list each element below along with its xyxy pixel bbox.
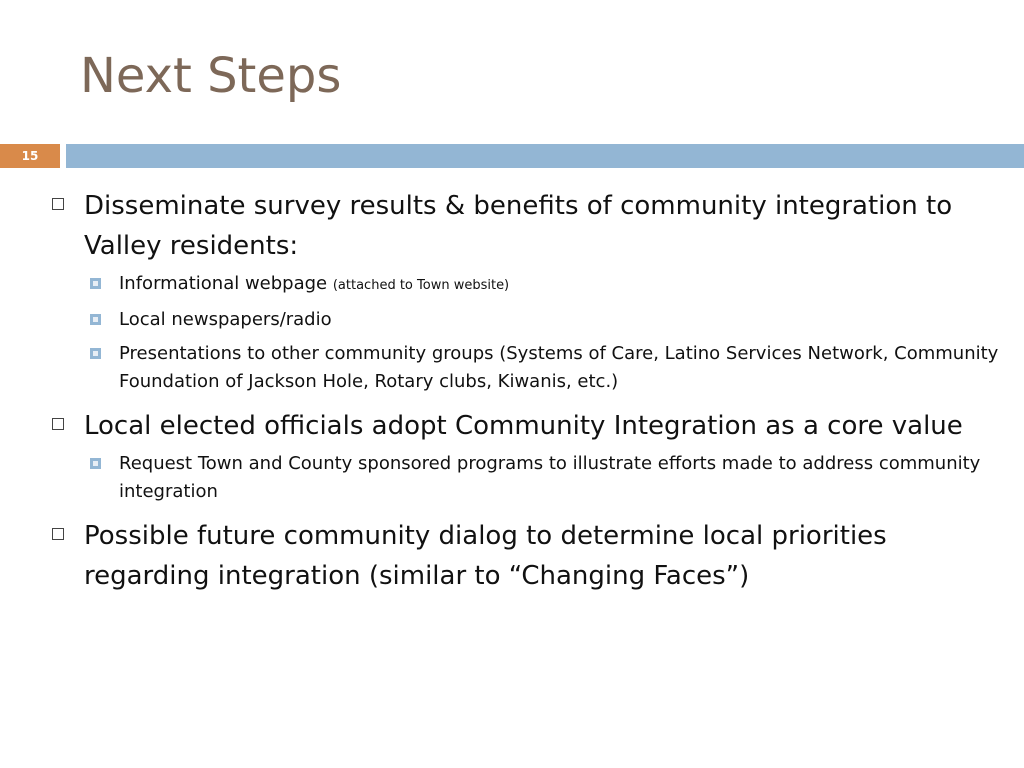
sub-bullet — [48, 270, 1003, 300]
bullet — [48, 516, 1003, 596]
slide-number: 15 — [0, 144, 60, 168]
bullet — [48, 406, 1003, 446]
sub-bullet-square-icon — [90, 458, 101, 469]
bullet — [48, 186, 1003, 266]
bullet-text: Possible future community dialog to determine local priorities regarding integration (similar to “Changing Faces”) — [84, 521, 887, 591]
bullet-box-icon — [52, 528, 64, 540]
sub-bullet-note: (attached to Town website) — [332, 278, 510, 293]
sub-bullet-text: Informational webpage — [119, 273, 328, 294]
sub-bullet-square-icon — [90, 348, 101, 359]
page-title: Next Steps — [80, 48, 342, 104]
bullet-text: Local elected officials adopt Community Integration as a core value — [84, 411, 963, 441]
sub-bullet — [48, 340, 1003, 396]
sub-bullet-square-icon — [90, 314, 101, 325]
sub-bullet — [48, 450, 1003, 506]
header-bar — [66, 144, 1024, 168]
sub-bullet-text: Request Town and County sponsored programs to illustrate efforts made to address community integration — [119, 453, 981, 502]
sub-bullet — [48, 306, 1003, 334]
bullet-box-icon — [52, 418, 64, 430]
sub-bullet-text: Local newspapers/radio — [119, 309, 332, 330]
bullet-box-icon — [52, 198, 64, 210]
sub-bullet-text: Presentations to other community groups (Systems of Care, Latino Services Network, Community Foundation of Jackson Hole, Rotary clubs, Kiwanis, etc.) — [119, 343, 999, 392]
bullet-text: Disseminate survey results & benefits of community integration to Valley residents: — [84, 191, 953, 261]
slide-content — [48, 186, 1003, 600]
sub-bullet-square-icon — [90, 278, 101, 289]
